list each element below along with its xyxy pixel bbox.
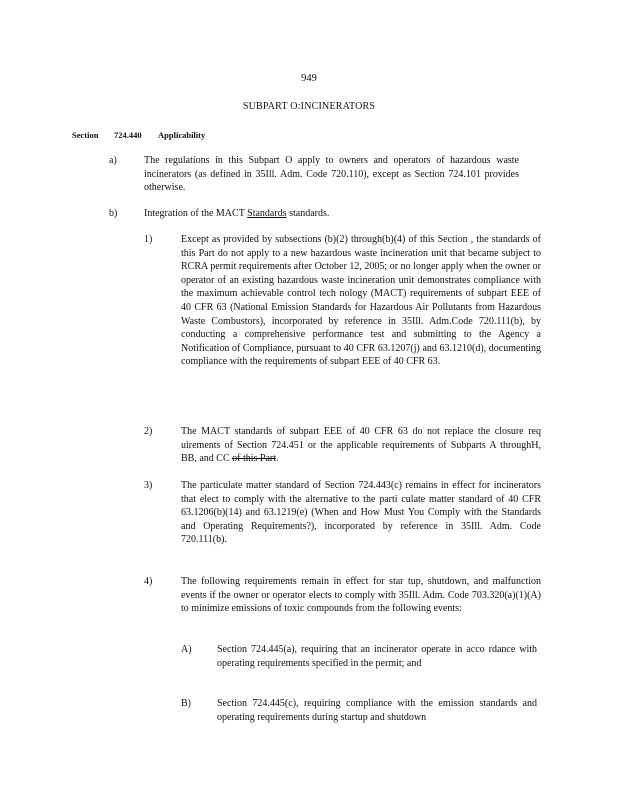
subsection-b4-B-marker: B) [181,698,191,709]
subsection-b2-marker: 2) [144,426,153,437]
subpart-title: SUBPART O:INCINERATORS [242,101,376,112]
subsection-b4-marker: 4) [144,576,153,587]
subsection-b1-text: Except as provided by subsections (b)(2) through(b)(4) of this Section , the standards of this Part do not apply to a new hazardous waste incineration unit that became subject to RCRA permit requirements after October 12, 2005; or no longer apply when the owner or operator of an existing hazardous waste incineration unit demonstrates compliance with the maximum achievable control tech nology (MACT) requirements of subpart EEE of 40 CFR 63 (National Emission Standards for Hazardous Air Pollutants from Hazardous Waste Combustors), incorporated by reference in 35Ill. Adm.Code 720.111(b), by conducting a comprehensive performance test and submitting to the Agency a Notification of Compliance, pursuant to 40 CFR 63.1207(j) and 63.1210(d), documenting compliance with the requirements of subpart EEE of 40 CFR 63. [181,234,541,368]
subsection-b4-B-text: Section 724.445(c), requiring compliance with the emission standards and operating requirements during startup and shutdown [217,698,537,723]
subsection-b-text-start: Integration of the MACT [144,208,248,219]
subsection-b4-text: The following requirements remain in effect for star tup, shutdown, and malfunction events if the owner or operator elects to comply with 35Ill. Adm. Code 703.320(a)(1)(A) to minimize emissions of toxic compounds from the following events: [181,576,541,615]
subsection-b-text [144,207,519,221]
subsection-b2-text [181,425,541,466]
subsection-b1-marker: 1) [144,234,153,245]
page-number: 949 [301,73,317,84]
subsection-b3-marker: 3) [144,480,153,491]
subsection-a-text: The regulations in this Subpart O apply to owners and operators of hazardous waste incinerators (as defined in 35Ill. Adm. Code 720.110), except as Section 724.101 provides otherwise. [144,155,519,194]
subsection-b4-A-text: Section 724.445(a), requiring that an incinerator operate in acco rdance with operating requirements specified in the permit; and [217,644,537,669]
subsection-b2-text-end: . [276,453,279,465]
subsection-b-marker: b) [109,208,118,219]
section-title: Applicability [158,130,206,140]
subsection-b-underlined-insertion: Standards [247,208,287,219]
subsection-a-marker: a) [109,155,117,166]
subsection-b4-A-marker: A) [181,644,192,655]
subsection-b-text-end: standards. [286,208,330,219]
section-number: 724.440 [114,130,142,140]
subsection-b2-struck-deletion: of this Part [232,453,277,465]
subsection-b2-text-start: The MACT standards of subpart EEE of 40 CFR 63 do not replace the closure req uirements of Section 724.451 or the applicable requirements of Subparts A throughH, BB, and CC [181,426,541,465]
subsection-b3-text: The particulate matter standard of Section 724.443(c) remains in effect for incinerators that elect to comply with the alternative to the parti culate matter standard of 40 CFR 63.1206(b)(14) and 63.1219(e) (When and How Must You Comply with the Standards and Operating Requirements?), incorporated by reference in 35Ill. Adm. Code 720.111(b). [181,480,541,546]
section-label: Section [72,130,99,140]
